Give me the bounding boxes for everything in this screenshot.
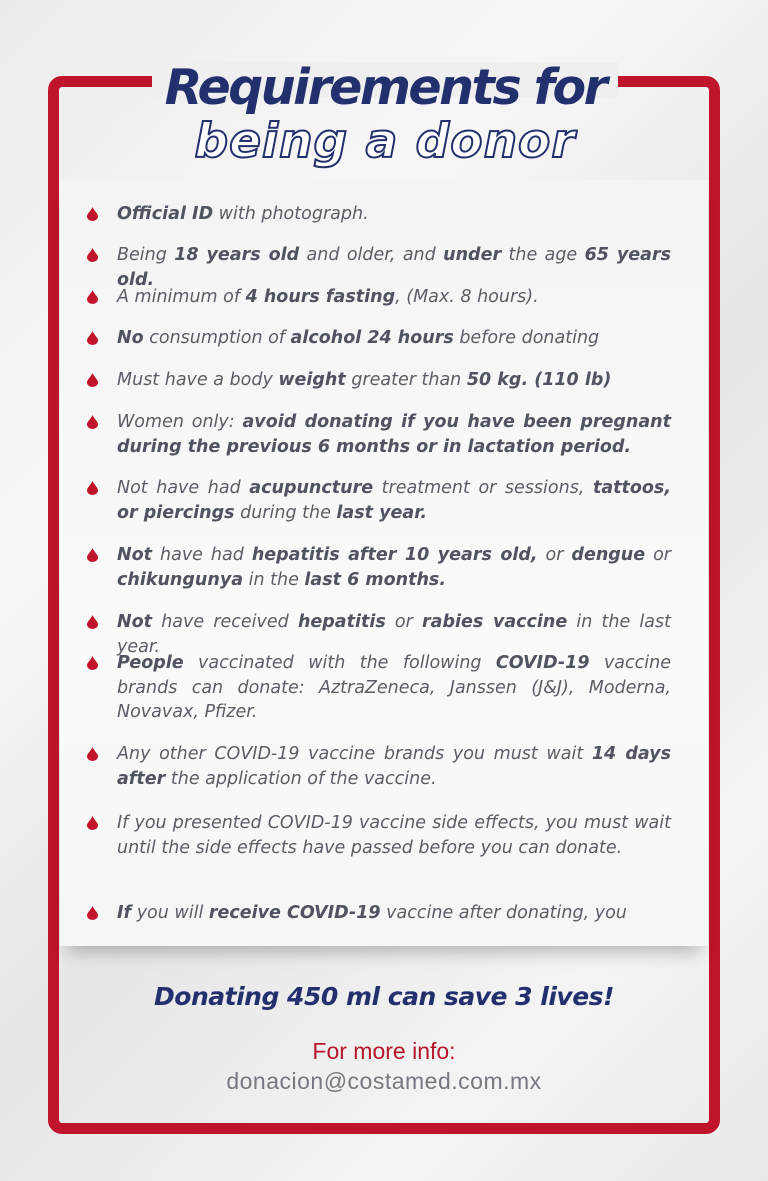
requirement-text: If you will receive COVID-19 vaccine after donating, you <box>117 903 627 923</box>
blood-drop-icon <box>87 816 98 830</box>
tagline: Donating 450 ml can save 3 lives! <box>154 982 614 1011</box>
blood-drop-icon <box>87 331 98 345</box>
blood-drop-icon <box>87 415 98 429</box>
requirement-text: Official ID with photograph. <box>117 204 369 224</box>
blood-drop-icon <box>87 248 98 262</box>
blood-drop-icon <box>87 548 98 562</box>
requirement-text: Any other COVID-19 vaccine brands you must wait 14 days after the application of the vaccine. <box>117 744 671 789</box>
blood-drop-icon <box>87 290 98 304</box>
page-subtitle: being a donor <box>194 114 576 169</box>
page-title: Requirements for <box>164 59 606 116</box>
blood-drop-icon <box>87 373 98 387</box>
blood-drop-icon <box>87 906 98 920</box>
requirement-text: If you presented COVID-19 vaccine side effects, you must wait until the side effects have passed before you can donate. <box>117 813 671 858</box>
requirement-text: Not have had hepatitis after 10 years old, or dengue or chikungunya in the last 6 months. <box>117 545 672 590</box>
requirement-text: A minimum of 4 hours fasting, (Max. 8 hours). <box>117 287 539 307</box>
requirements-sheet <box>60 180 708 946</box>
requirement-text: Not have had acupuncture treatment or sessions, tattoos, or piercings during the last year. <box>117 478 671 523</box>
blood-drop-icon <box>87 615 98 629</box>
requirement-text: Women only: avoid donating if you have been pregnant during the previous 6 months or in lactation period. <box>117 412 671 457</box>
info-label: For more info: <box>312 1038 456 1064</box>
requirement-text: No consumption of alcohol 24 hours before donating <box>117 328 600 348</box>
blood-drop-icon <box>87 747 98 761</box>
blood-drop-icon <box>87 656 98 670</box>
contact-email: donacion@costamed.com.mx <box>226 1068 542 1094</box>
requirement-text: Being 18 years old and older, and under the age 65 years old. <box>117 245 672 290</box>
requirement-text: People vaccinated with the following COVID-19 vaccine brands can donate: AztraZeneca, Janssen (J&J), Moderna, Novavax, Pfizer. <box>117 653 671 722</box>
blood-drop-icon <box>87 207 98 221</box>
requirement-text: Must have a body weight greater than 50 kg. (110 lb) <box>117 370 612 390</box>
requirement-text: Not have received hepatitis or rabies vaccine in the last year. <box>117 612 671 657</box>
blood-drop-icon <box>87 481 98 495</box>
